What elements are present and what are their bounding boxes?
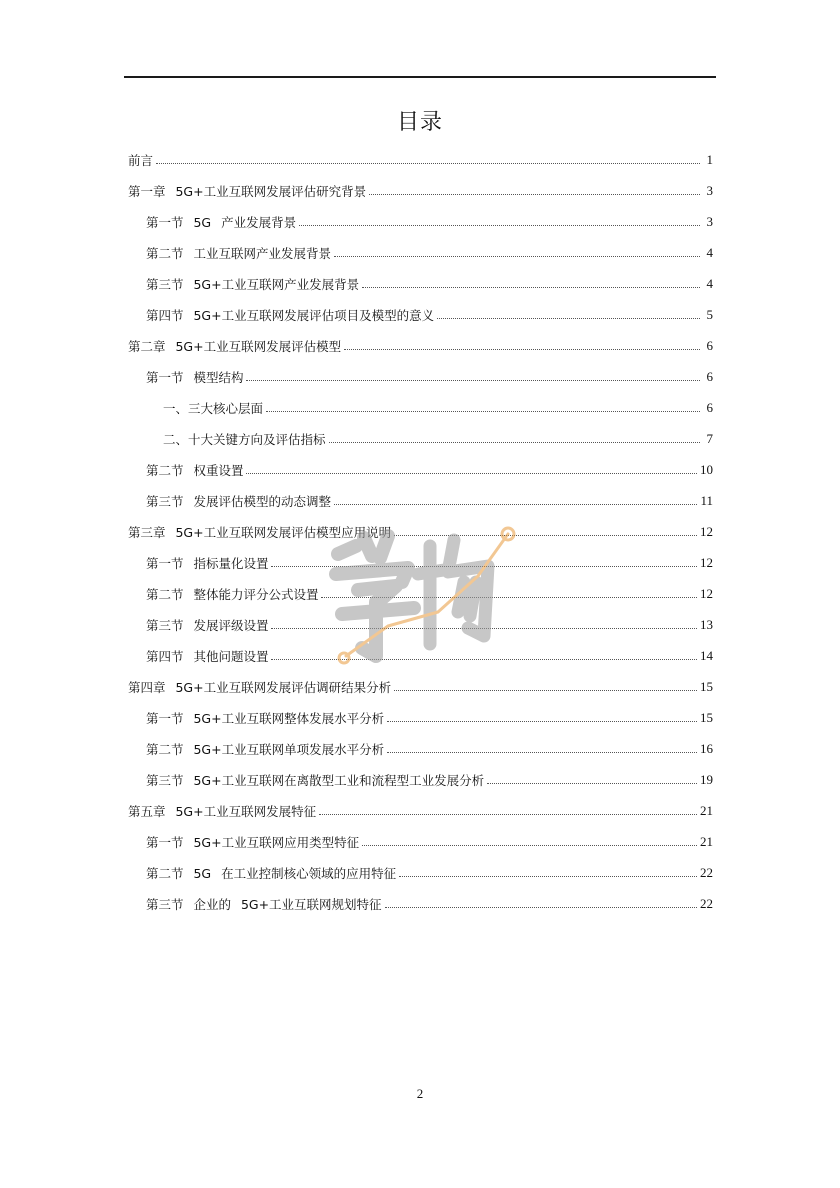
toc-entry-page: 12 [700,523,713,539]
toc-entry-page: 3 [706,182,713,198]
toc-dot-leader [334,504,697,505]
toc-dot-leader [399,876,697,877]
toc-entry-label: 第三节 发展评级设置 [146,617,269,633]
toc-entry-page: 4 [706,244,713,260]
toc-entry-label: 第二章 5G+工业互联网发展评估模型 [128,338,342,354]
toc-entry-label: 第一节 5G+工业互联网整体发展水平分析 [146,710,385,726]
toc-entry[interactable] [128,764,713,795]
header-rule [124,76,716,78]
toc-dot-leader [329,442,700,443]
toc-entry-label: 第三章 5G+工业互联网发展评估模型应用说明 [128,524,392,540]
toc-dot-leader [246,473,697,474]
toc-entry-label: 第二节 整体能力评分公式设置 [146,586,319,602]
toc-dot-leader [362,287,700,288]
toc-entry-page: 12 [700,585,713,601]
toc-entry[interactable] [128,175,713,206]
toc-entry-label: 第四章 5G+工业互联网发展评估调研结果分析 [128,679,392,695]
toc-entry-page: 6 [706,399,713,415]
toc-entry-page: 15 [700,709,713,725]
toc-entry-label: 第二节 工业互联网产业发展背景 [146,245,331,261]
toc-dot-leader [319,814,697,815]
toc-dot-leader [487,783,697,784]
toc-entry-page: 4 [706,275,713,291]
toc-entry[interactable] [128,423,713,454]
toc-entry-label: 第一章 5G+工业互联网发展评估研究背景 [128,183,367,199]
watermark-logo [318,516,528,676]
toc-entry[interactable] [128,392,713,423]
toc-dot-leader [437,318,700,319]
toc-entry-page: 1 [706,151,713,167]
toc-entry[interactable] [128,702,713,733]
toc-entry-label: 第一节 5G 产业发展背景 [146,214,297,230]
toc-entry-label: 第三节 5G+工业互联网产业发展背景 [146,276,360,292]
toc-entry-page: 6 [706,337,713,353]
toc-entry[interactable] [128,485,713,516]
toc-entry-label: 第一节 指标量化设置 [146,555,269,571]
toc-entry[interactable] [128,888,713,919]
toc-entry-label: 二、十大关键方向及评估指标 [163,431,326,447]
toc-entry-page: 22 [700,895,713,911]
toc-entry-page: 5 [706,306,713,322]
toc-dot-leader [362,845,697,846]
toc-entry-label: 第一节 5G+工业互联网应用类型特征 [146,834,360,850]
toc-entry-page: 21 [700,833,713,849]
toc-entry[interactable] [128,330,713,361]
toc-entry-page: 21 [700,802,713,818]
toc-dot-leader [369,194,700,195]
toc-entry[interactable] [128,206,713,237]
toc-entry-page: 14 [700,647,713,663]
toc-entry-page: 10 [700,461,713,477]
toc-entry[interactable] [128,268,713,299]
toc-entry-page: 19 [700,771,713,787]
toc-dot-leader [387,752,697,753]
toc-entry-page: 11 [700,492,713,508]
toc-entry-page: 3 [706,213,713,229]
toc-entry[interactable] [128,144,713,175]
toc-entry-label: 第二节 5G 在工业控制核心领域的应用特征 [146,865,397,881]
toc-entry-label: 第二节 权重设置 [146,462,244,478]
toc-dot-leader [344,349,700,350]
toc-entry[interactable] [128,826,713,857]
toc-entry-page: 15 [700,678,713,694]
toc-entry-label: 第三节 5G+工业互联网在离散型工业和流程型工业发展分析 [146,772,485,788]
toc-entry-page: 13 [700,616,713,632]
toc-entry[interactable] [128,795,713,826]
toc-dot-leader [299,225,700,226]
toc-entry-page: 12 [700,554,713,570]
toc-entry[interactable] [128,454,713,485]
toc-entry-page: 16 [700,740,713,756]
toc-entry[interactable] [128,237,713,268]
toc-entry-label: 第三节 发展评估模型的动态调整 [146,493,331,509]
toc-entry-label: 第一节 模型结构 [146,369,244,385]
toc-entry-label: 第四节 5G+工业互联网发展评估项目及模型的意义 [146,307,435,323]
toc-entry-label: 一、三大核心层面 [163,400,264,416]
toc-entry-label: 第二节 5G+工业互联网单项发展水平分析 [146,741,385,757]
toc-entry[interactable] [128,857,713,888]
toc-dot-leader [246,380,700,381]
toc-entry[interactable] [128,361,713,392]
toc-dot-leader [385,907,697,908]
toc-dot-leader [334,256,700,257]
page-number: 2 [416,1086,424,1101]
toc-entry[interactable] [128,733,713,764]
toc-entry-label: 第五章 5G+工业互联网发展特征 [128,803,317,819]
toc-dot-leader [387,721,697,722]
toc-entry[interactable] [128,299,713,330]
toc-entry-label: 第四节 其他问题设置 [146,648,269,664]
toc-dot-leader [394,690,697,691]
toc-entry-page: 7 [706,430,713,446]
toc-dot-leader [156,163,700,164]
toc-entry-label: 第三节 企业的 5G+工业互联网规划特征 [146,896,382,912]
toc-entry-label: 前言 [128,152,154,168]
toc-entry-page: 6 [706,368,713,384]
toc-dot-leader [266,411,700,412]
toc-title: 目录 [396,110,443,135]
toc-entry-page: 22 [700,864,713,880]
